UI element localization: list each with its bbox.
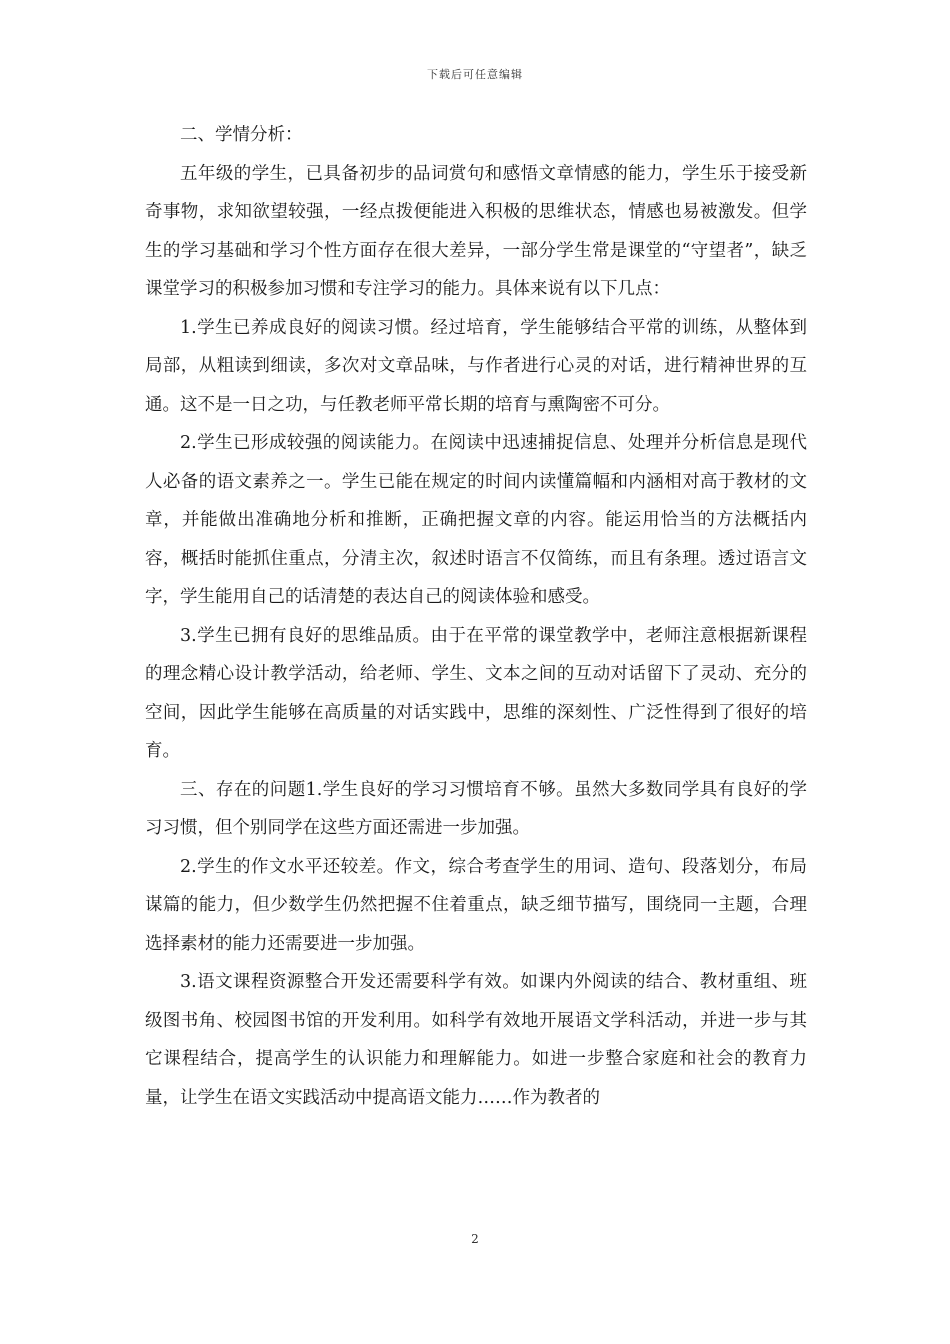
document-body xyxy=(145,116,807,1117)
paragraph-point-1-reading-habits: 1.学生已养成良好的阅读习惯。经过培育，学生能够结合平常的训练，从整体到局部，从粗读到细读，多次对文章品味，与作者进行心灵的对话，进行精神世界的互通。这不是一日之功，与任教老师平常长期的培育与熏陶密不可分。 xyxy=(145,317,807,415)
paragraph-student-overview: 五年级的学生，已具备初步的品词赏句和感悟文章情感的能力，学生乐于接受新奇事物，求知欲望较强，一经点拨便能进入积极的思维状态，情感也易被激发。但学生的学习基础和学习个性方面存在很大差异，一部分学生常是课堂的“守望者”，缺乏课堂学习的积极参加习惯和专注学习的能力。具体来说有以下几点： xyxy=(145,163,807,299)
paragraph-existing-problems-1: 三、存在的问题1.学生良好的学习习惯培育不够。虽然大多数同学具有良好的学习习惯，但个别同学在这些方面还需进一步加强。 xyxy=(145,779,807,838)
page-number: 2 xyxy=(471,1232,479,1246)
paragraph-existing-problems-2: 2.学生的作文水平还较差。作文，综合考查学生的用词、造句、段落划分，布局谋篇的能力，但少数学生仍然把握不住着重点，缺乏细节描写，围绕同一主题，合理选择素材的能力还需要进一步加强。 xyxy=(145,856,807,954)
page-header-note: 下载后可任意编辑 xyxy=(427,68,523,81)
paragraph-point-3-thinking-quality: 3.学生已拥有良好的思维品质。由于在平常的课堂教学中，老师注意根据新课程的理念精心设计教学活动，给老师、学生、文本之间的互动对话留下了灵动、充分的空间，因此学生能够在高质量的对话实践中，思维的深刻性、广泛性得到了很好的培育。 xyxy=(145,625,807,761)
paragraph-point-2-reading-ability: 2.学生已形成较强的阅读能力。在阅读中迅速捕捉信息、处理并分析信息是现代人必备的语文素养之一。学生已能在规定的时间内读懂篇幅和内涵相对高于教材的文章，并能做出准确地分析和推断，正确把握文章的内容。能运用恰当的方法概括内容，概括时能抓住重点，分清主次，叙述时语言不仅简练，而且有条理。透过语言文字，学生能用自己的话清楚的表达自己的阅读体验和感受。 xyxy=(145,433,807,607)
section-heading-learning-analysis: 二、学情分析： xyxy=(180,125,303,145)
paragraph-existing-problems-3: 3.语文课程资源整合开发还需要科学有效。如课内外阅读的结合、教材重组、班级图书角、校园图书馆的开发利用。如科学有效地开展语文学科活动，并进一步与其它课程结合，提高学生的认识能力和理解能力。如进一步整合家庭和社会的教育力量，让学生在语文实践活动中提高语文能力……作为教者的 xyxy=(145,972,807,1108)
